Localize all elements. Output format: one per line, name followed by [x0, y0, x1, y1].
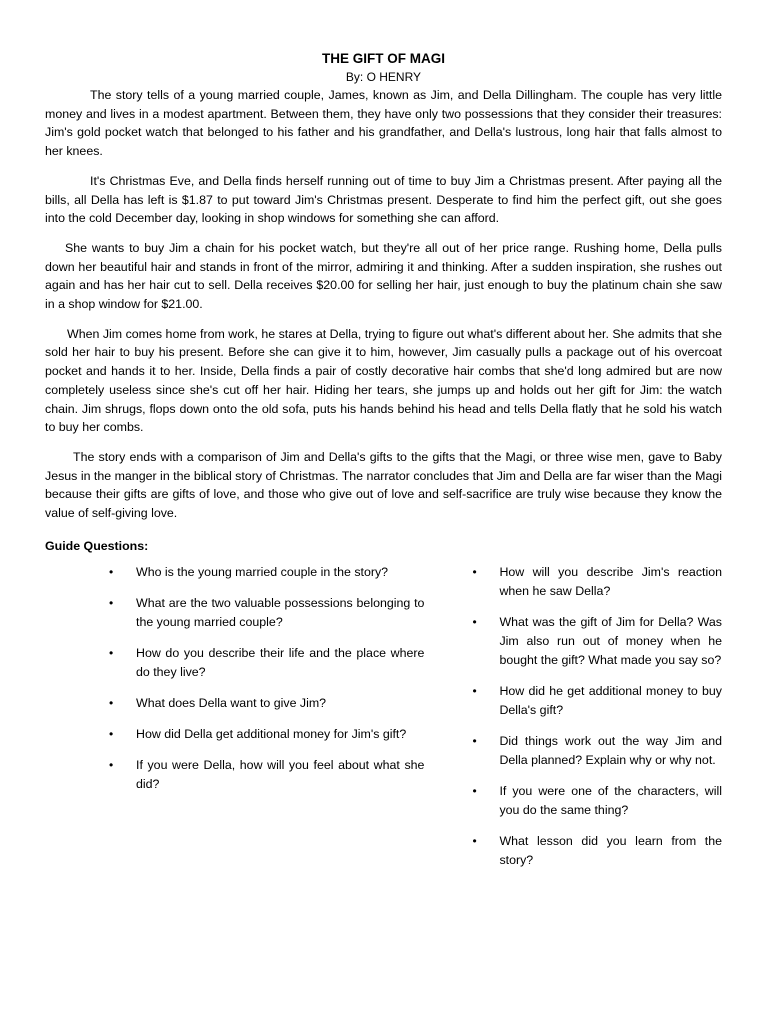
story-paragraph: When Jim comes home from work, he stares at Della, trying to figure out what's different about her. She admits that she sold her hair to buy his present. Before she can give it to him, however, Jim casually pulls a package out of his overcoat pocket and hands it to her. Inside, Della finds a pair of costly decorative hair combs that she'd long admired but are now completely useless since she's cut off her hair. Hiding her tears, she jumps up and holds out her gift for Jim: the watch chain. Jim shrugs, flops down onto the old sofa, puts his hands behind his head and tells Della flatly that he sold his watch to buy her combs. [45, 326, 722, 435]
document-title: THE GIFT OF MAGI [322, 51, 445, 66]
bullet-icon: • [472, 614, 477, 629]
question-item [109, 594, 424, 632]
question-text: What does Della want to give Jim? [136, 695, 327, 710]
story-paragraph: The story ends with a comparison of Jim and Della's gifts to the gifts that the Magi, or three wise men, gave to Baby Jesus in the manger in the biblical story of Christmas. The narrator concludes that Jim and Della are far wiser than the Magi because their gifts are gifts of love, and those who give out of love and self-sacrifice are truly wise because they know the value of self-giving love. [45, 449, 722, 521]
guide-questions-heading: Guide Questions: [45, 538, 149, 553]
question-text: What lesson did you learn from the story? [499, 833, 722, 867]
bullet-icon: • [109, 564, 114, 579]
author-byline: By: O HENRY [345, 70, 422, 84]
question-text: What was the gift of Jim for Della? Was Jim also run out of money when he bought the gift? What made you say so? [499, 614, 722, 667]
question-item [472, 682, 722, 720]
question-item [109, 725, 424, 744]
question-text: Did things work out the way Jim and Della planned? Explain why or why not. [499, 733, 722, 767]
question-item [472, 782, 722, 820]
question-item [109, 694, 424, 713]
question-item [472, 613, 722, 670]
guide-questions [45, 563, 722, 882]
story-paragraph: The story tells of a young married couple, James, known as Jim, and Della Dillingham. The couple has very little money and lives in a modest apartment. Between them, they have only two possessions that they consider their treasures: Jim's gold pocket watch that belonged to his father and his grandfather, and Della's lustrous, long hair that falls almost to her knees. [45, 88, 722, 159]
bullet-icon: • [472, 783, 477, 798]
bullet-icon: • [109, 757, 114, 772]
story-paragraph: It's Christmas Eve, and Della finds herself running out of time to buy Jim a Christmas present. After paying all the bills, all Della has left is $1.87 to put toward Jim's Christmas present. Desperate to find him the perfect gift, out she goes into the cold December day, looking in shop windows for something she can afford. [45, 173, 722, 226]
question-text: Who is the young married couple in the story? [136, 564, 389, 579]
bullet-icon: • [109, 595, 114, 610]
bullet-icon: • [472, 564, 477, 579]
story-paragraph: She wants to buy Jim a chain for his pocket watch, but they're all out of her price range. Rushing home, Della pulls down her beautiful hair and stands in front of the mirror, admiring it and thinking. After a sudden inspiration, she rushes out again and has her hair cut to sell. Della receives $20.00 for selling her hair, just enough to buy the platinum chain she saw in a shop window for $21.00. [45, 240, 722, 312]
question-text: How did he get additional money to buy Della's gift? [499, 683, 722, 717]
bullet-icon: • [109, 645, 114, 660]
question-text: How will you describe Jim's reaction when he saw Della? [499, 564, 722, 598]
question-text: If you were Della, how will you feel about what she did? [136, 757, 425, 791]
bullet-icon: • [109, 726, 114, 741]
questions-column-left [109, 563, 424, 882]
question-text: How did Della get additional money for Jim's gift? [136, 726, 407, 741]
question-item [472, 563, 722, 601]
question-text: If you were one of the characters, will you do the same thing? [499, 783, 722, 817]
question-text: What are the two valuable possessions belonging to the young married couple? [136, 595, 425, 629]
bullet-icon: • [472, 833, 477, 848]
question-item [109, 644, 424, 682]
question-item [109, 756, 424, 794]
question-text: How do you describe their life and the place where do they live? [136, 645, 425, 679]
question-item [109, 563, 424, 582]
question-item [472, 832, 722, 870]
question-item [472, 732, 722, 770]
questions-column-right [472, 563, 722, 882]
bullet-icon: • [472, 683, 477, 698]
bullet-icon: • [109, 695, 114, 710]
bullet-icon: • [472, 733, 477, 748]
